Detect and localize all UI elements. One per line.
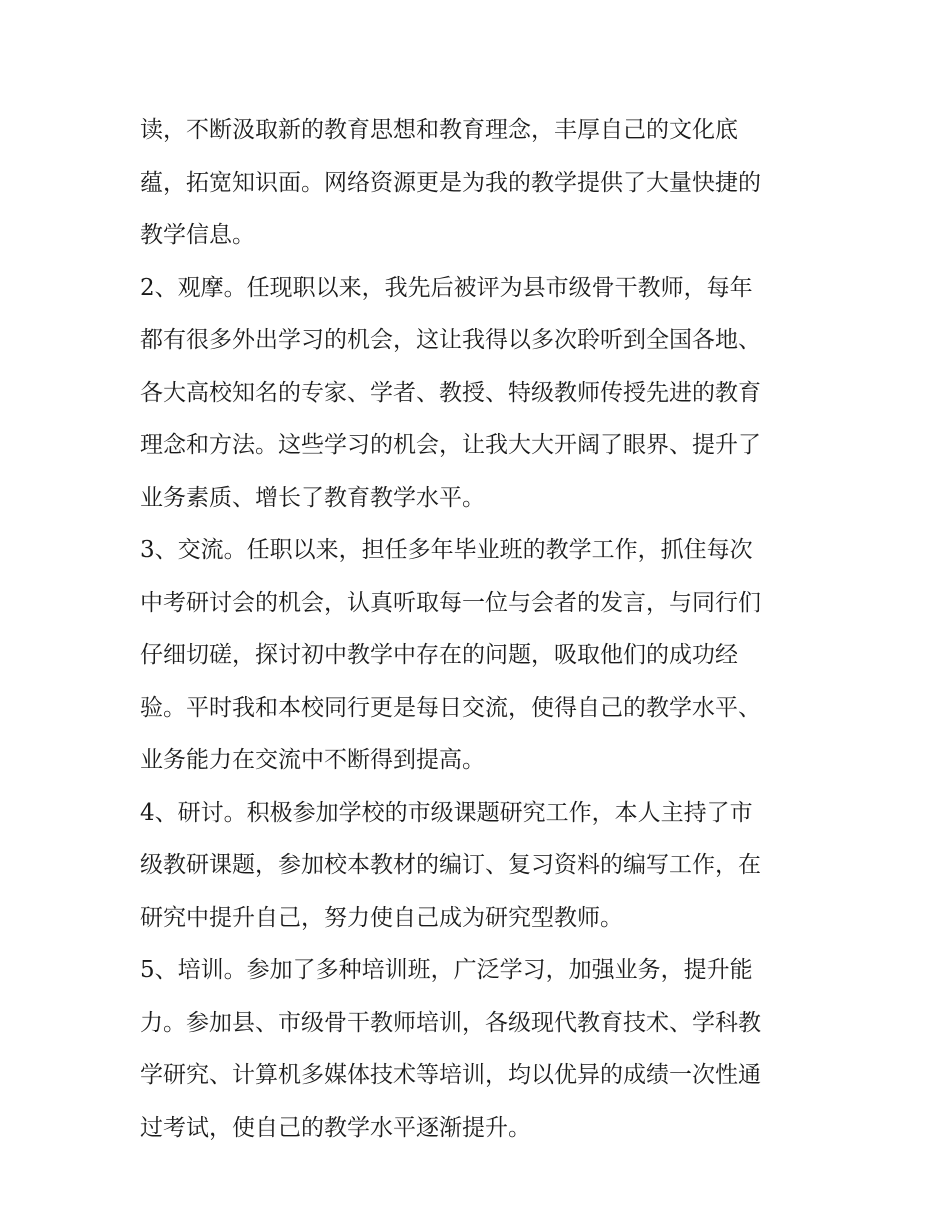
text-line: 理念和方法。这些学习的机会，让我大大开阔了眼界、提升了 [140, 432, 761, 458]
text-line: 中考研讨会的机会，认真听取每一位与会者的发言，与同行们 [140, 589, 761, 616]
text-line: 蕴，拓宽知识面。网络资源更是为我的教学提供了大量快捷的 [140, 169, 761, 196]
text-line: 3、交流。任职以来，担任多年毕业班的教学工作，抓住每次 [140, 537, 753, 563]
text-line: 验。平时我和本校同行更是每日交流，使得自己的教学水平、 [140, 694, 761, 721]
text-line: 过考试，使自己的教学水平逐渐提升。 [140, 1114, 531, 1141]
text-line: 业务素质、增长了教育教学水平。 [140, 484, 485, 511]
text-line: 仔细切磋，探讨初中教学中存在的问题，吸取他们的成功经 [140, 642, 738, 668]
text-line: 都有很多外出学习的机会，这让我得以多次聆听到全国各地、 [140, 327, 761, 353]
text-line: 读，不断汲取新的教育思想和教育理念，丰厚自己的文化底 [140, 117, 738, 143]
text-line: 力。参加县、市级骨干教师培训，各级现代教育技术、学科教 [140, 1009, 761, 1036]
text-line: 教学信息。 [140, 222, 255, 248]
text-line: 4、研讨。积极参加学校的市级课题研究工作，本人主持了市 [140, 799, 753, 826]
text-line: 5、培训。参加了多种培训班，广泛学习，加强业务，提升能 [140, 957, 753, 983]
text-line: 级教研课题，参加校本教材的编订、复习资料的编写工作，在 [140, 852, 761, 878]
text-line: 各大高校知名的专家、学者、教授、特级教师传授先进的教育 [140, 379, 761, 406]
text-line: 业务能力在交流中不断得到提高。 [140, 747, 485, 773]
text-line: 2、观摩。任现职以来，我先后被评为县市级骨干教师，每年 [140, 274, 753, 301]
document-body [140, 104, 812, 1154]
text-line: 研究中提升自己，努力使自己成为研究型教师。 [140, 904, 623, 931]
text-line: 学研究、计算机多媒体技术等培训，均以优异的成绩一次性通 [140, 1062, 761, 1088]
